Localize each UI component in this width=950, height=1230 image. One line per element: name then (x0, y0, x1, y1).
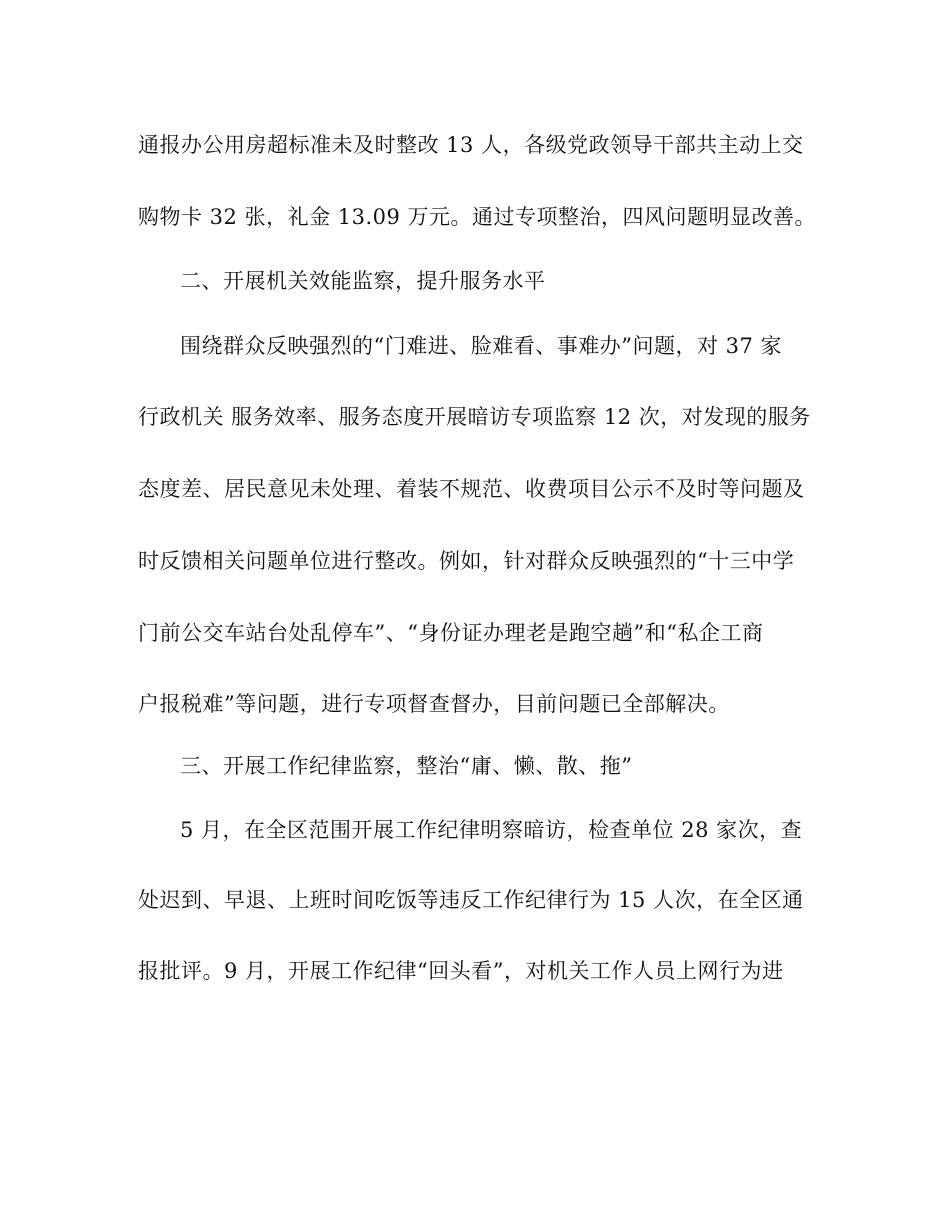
text-line: 通报办公用房超标准未及时整改 13 人，各级党政领导干部共主动上交 (138, 133, 804, 157)
text-line: 5 月，在全区范围开展工作纪律明察暗访，检查单位 28 家次，查 (180, 818, 803, 842)
text-line: 处迟到、早退、上班时间吃饭等违反工作纪律行为 15 人次，在全区通 (138, 888, 804, 912)
text-line: 门前公交车站台处乱停车”、“身份证办理老是跑空趟”和“私企工商 (138, 621, 764, 645)
text-line: 态度差、居民意见未处理、着装不规范、收费项目公示不及时等问题及 (138, 477, 805, 501)
text-line: 户报税难”等问题，进行专项督查督办，目前问题已全部解决。 (138, 692, 730, 716)
text-line: 报批评。9 月，开展工作纪律“回头看”，对机关工作人员上网行为进 (138, 959, 784, 983)
text-line: 行政机关 服务效率、服务态度开展暗访专项监察 12 次，对发现的服务 (138, 405, 811, 429)
section-heading: 三、开展工作纪律监察，整治“庸、懒、散、拖” (180, 754, 633, 778)
section-heading: 二、开展机关效能监察，提升服务水平 (180, 269, 546, 293)
text-line: 围绕群众反映强烈的“门难进、脸难看、事难办”问题，对 37 家 (180, 334, 783, 358)
text-line: 购物卡 32 张，礼金 13.09 万元。通过专项整治，四风问题明显改善。 (138, 205, 817, 229)
text-line: 时反馈相关问题单位进行整改。例如，针对群众反映强烈的“十三中学 (138, 549, 795, 573)
